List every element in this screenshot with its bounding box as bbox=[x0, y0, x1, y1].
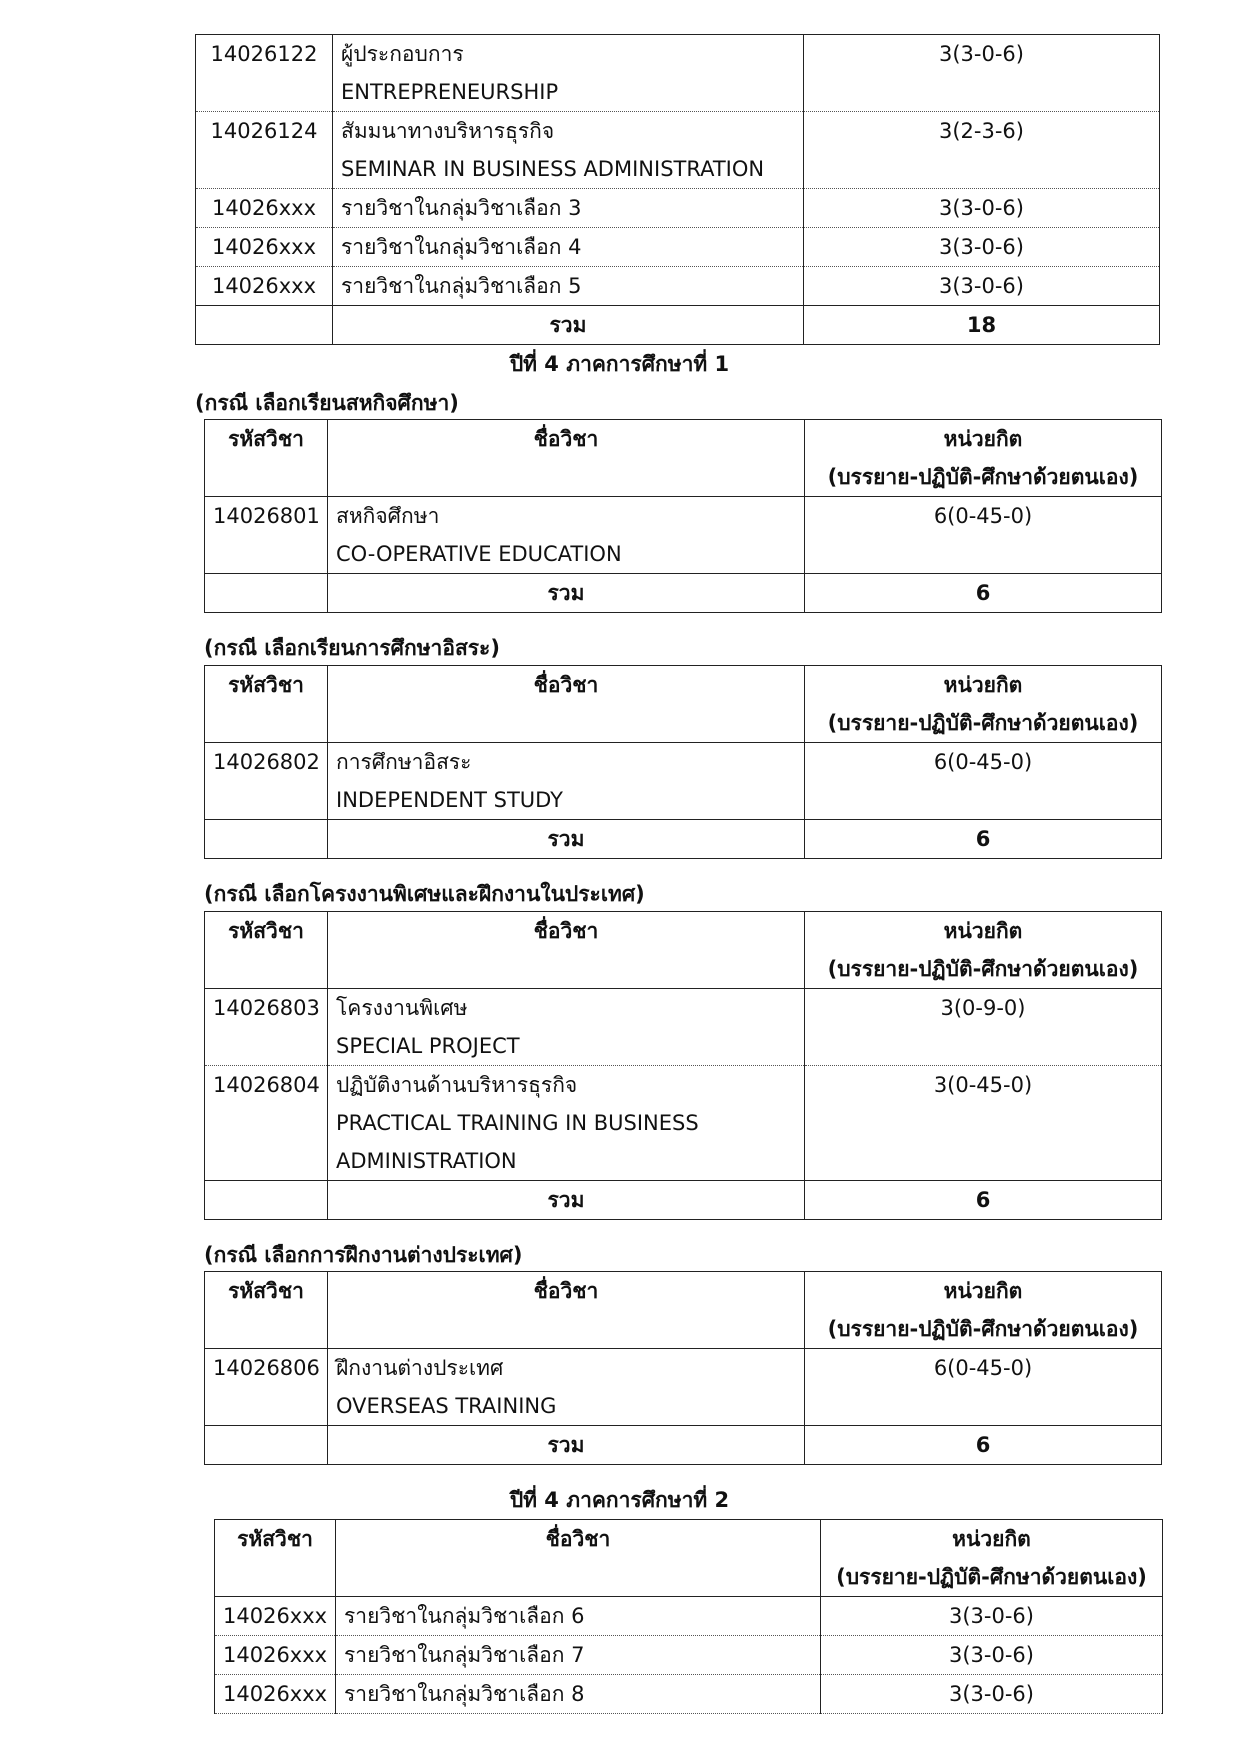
course-name bbox=[333, 35, 804, 112]
course-name-th: รายวิชาในกลุ่มวิชาเลือก 4 bbox=[333, 228, 804, 267]
total-label: รวม bbox=[328, 1426, 805, 1465]
header-code: รหัสวิชา bbox=[215, 1520, 336, 1597]
course-code: 14026806 bbox=[205, 1349, 328, 1426]
header-credit-line1: หน่วยกิต bbox=[943, 673, 1023, 697]
course-name-th: การศึกษาอิสระ bbox=[336, 750, 472, 774]
table-row bbox=[205, 1349, 1162, 1426]
header-name: ชื่อวิชา bbox=[328, 1272, 805, 1349]
course-credit: 3(3-0-6) bbox=[821, 1675, 1163, 1714]
course-name bbox=[328, 1066, 805, 1181]
header-code: รหัสวิชา bbox=[205, 912, 328, 989]
total-credit: 6 bbox=[805, 1181, 1162, 1220]
course-code: 14026xxx bbox=[215, 1636, 336, 1675]
course-name bbox=[328, 743, 805, 820]
header-name: ชื่อวิชา bbox=[328, 912, 805, 989]
course-table-year3-sem2 bbox=[195, 34, 1160, 345]
course-name-en: SPECIAL PROJECT bbox=[336, 1034, 520, 1058]
course-table-project bbox=[204, 911, 1162, 1220]
course-table-coop bbox=[204, 419, 1162, 613]
table-row bbox=[205, 989, 1162, 1066]
case-overseas-label: (กรณี เลือกการฝึกงานต่างประเทศ) bbox=[204, 1243, 523, 1267]
course-credit: 6(0-45-0) bbox=[805, 743, 1162, 820]
course-credit: 3(3-0-6) bbox=[804, 267, 1160, 306]
header-credit-line2: (บรรยาย-ปฏิบัติ-ศึกษาด้วยตนเอง) bbox=[836, 1565, 1147, 1589]
header-credit bbox=[805, 420, 1162, 497]
total-row bbox=[205, 1181, 1162, 1220]
course-table-independent bbox=[204, 665, 1162, 859]
header-row bbox=[205, 666, 1162, 743]
total-row bbox=[205, 1426, 1162, 1465]
course-code: 14026124 bbox=[196, 112, 333, 189]
total-label: รวม bbox=[328, 1181, 805, 1220]
course-credit: 6(0-45-0) bbox=[805, 1349, 1162, 1426]
total-credit: 6 bbox=[805, 574, 1162, 613]
course-code: 14026122 bbox=[196, 35, 333, 112]
course-credit: 3(2-3-6) bbox=[804, 112, 1160, 189]
total-label: รวม bbox=[333, 306, 804, 345]
course-code: 14026802 bbox=[205, 743, 328, 820]
header-credit bbox=[805, 1272, 1162, 1349]
course-name-th: สัมมนาทางบริหารธุรกิจ bbox=[341, 119, 555, 143]
course-code: 14026xxx bbox=[196, 267, 333, 306]
course-name-en: PRACTICAL TRAINING IN BUSINESS bbox=[336, 1111, 699, 1135]
header-credit bbox=[821, 1520, 1163, 1597]
header-name: ชื่อวิชา bbox=[328, 420, 805, 497]
header-credit-line1: หน่วยกิต bbox=[943, 919, 1023, 943]
course-name-en: OVERSEAS TRAINING bbox=[336, 1394, 557, 1418]
header-row bbox=[205, 420, 1162, 497]
table-row bbox=[215, 1636, 1163, 1675]
course-code: 14026xxx bbox=[215, 1597, 336, 1636]
course-code: 14026803 bbox=[205, 989, 328, 1066]
course-code: 14026xxx bbox=[215, 1675, 336, 1714]
course-credit: 3(3-0-6) bbox=[804, 228, 1160, 267]
course-credit: 3(3-0-6) bbox=[804, 35, 1160, 112]
header-code: รหัสวิชา bbox=[205, 420, 328, 497]
course-name bbox=[328, 989, 805, 1066]
total-row bbox=[205, 820, 1162, 859]
header-credit bbox=[805, 666, 1162, 743]
case-project-label: (กรณี เลือกโครงงานพิเศษและฝึกงานในประเทศ) bbox=[204, 882, 645, 906]
course-name bbox=[328, 1349, 805, 1426]
course-name-th: ฝึกงานต่างประเทศ bbox=[336, 1356, 504, 1380]
course-name bbox=[328, 497, 805, 574]
course-name-th: รายวิชาในกลุ่มวิชาเลือก 3 bbox=[333, 189, 804, 228]
year4-sem2-title: ปีที่ 4 ภาคการศึกษาที่ 2 bbox=[509, 1488, 730, 1512]
course-credit: 3(0-45-0) bbox=[805, 1066, 1162, 1181]
course-name-en-cont: ADMINISTRATION bbox=[336, 1149, 517, 1173]
table-row bbox=[196, 228, 1160, 267]
course-code: 14026801 bbox=[205, 497, 328, 574]
header-credit-line1: หน่วยกิต bbox=[943, 1279, 1023, 1303]
course-name-th: สหกิจศึกษา bbox=[336, 504, 440, 528]
header-code: รหัสวิชา bbox=[205, 1272, 328, 1349]
total-label: รวม bbox=[328, 574, 805, 613]
course-table-year4-sem2 bbox=[214, 1519, 1163, 1714]
table-row bbox=[205, 743, 1162, 820]
course-name-en: CO-OPERATIVE EDUCATION bbox=[336, 542, 622, 566]
total-credit: 18 bbox=[804, 306, 1160, 345]
header-code: รหัสวิชา bbox=[205, 666, 328, 743]
total-row bbox=[196, 306, 1160, 345]
header-credit-line2: (บรรยาย-ปฏิบัติ-ศึกษาด้วยตนเอง) bbox=[827, 1317, 1139, 1341]
table-row bbox=[205, 497, 1162, 574]
header-row bbox=[205, 912, 1162, 989]
course-name-th: รายวิชาในกลุ่มวิชาเลือก 8 bbox=[336, 1675, 821, 1714]
header-credit-line2: (บรรยาย-ปฏิบัติ-ศึกษาด้วยตนเอง) bbox=[827, 957, 1139, 981]
table-row bbox=[196, 189, 1160, 228]
year4-sem1-title: ปีที่ 4 ภาคการศึกษาที่ 1 bbox=[509, 352, 730, 376]
header-credit-line2: (บรรยาย-ปฏิบัติ-ศึกษาด้วยตนเอง) bbox=[827, 465, 1139, 489]
header-row bbox=[205, 1272, 1162, 1349]
table-row bbox=[196, 35, 1160, 112]
course-name-en: INDEPENDENT STUDY bbox=[336, 788, 564, 812]
header-name: ชื่อวิชา bbox=[336, 1520, 821, 1597]
table-row bbox=[215, 1675, 1163, 1714]
total-credit: 6 bbox=[805, 1426, 1162, 1465]
header-credit bbox=[805, 912, 1162, 989]
table-row bbox=[205, 1066, 1162, 1181]
course-name bbox=[333, 112, 804, 189]
course-name-th: ผู้ประกอบการ bbox=[341, 42, 464, 66]
table-row bbox=[196, 267, 1160, 306]
header-credit-line2: (บรรยาย-ปฏิบัติ-ศึกษาด้วยตนเอง) bbox=[827, 711, 1139, 735]
total-credit: 6 bbox=[805, 820, 1162, 859]
course-name-th: ปฏิบัติงานด้านบริหารธุรกิจ bbox=[336, 1073, 578, 1097]
header-credit-line1: หน่วยกิต bbox=[943, 427, 1023, 451]
case-coop-label: (กรณี เลือกเรียนสหกิจศึกษา) bbox=[195, 391, 459, 415]
course-credit: 6(0-45-0) bbox=[805, 497, 1162, 574]
course-name-en: SEMINAR IN BUSINESS ADMINISTRATION bbox=[341, 157, 765, 181]
course-name-th: รายวิชาในกลุ่มวิชาเลือก 7 bbox=[336, 1636, 821, 1675]
course-name-th: รายวิชาในกลุ่มวิชาเลือก 5 bbox=[333, 267, 804, 306]
course-credit: 3(3-0-6) bbox=[821, 1597, 1163, 1636]
total-label: รวม bbox=[328, 820, 805, 859]
course-table-overseas bbox=[204, 1271, 1162, 1465]
header-row bbox=[215, 1520, 1163, 1597]
course-name-th: โครงงานพิเศษ bbox=[336, 996, 468, 1020]
table-row bbox=[215, 1597, 1163, 1636]
header-name: ชื่อวิชา bbox=[328, 666, 805, 743]
case-independent-label: (กรณี เลือกเรียนการศึกษาอิสระ) bbox=[204, 636, 500, 660]
course-name-en: ENTREPRENEURSHIP bbox=[341, 80, 559, 104]
course-name-th: รายวิชาในกลุ่มวิชาเลือก 6 bbox=[336, 1597, 821, 1636]
course-credit: 3(3-0-6) bbox=[804, 189, 1160, 228]
course-code: 14026xxx bbox=[196, 228, 333, 267]
course-credit: 3(3-0-6) bbox=[821, 1636, 1163, 1675]
table-row bbox=[196, 112, 1160, 189]
course-credit: 3(0-9-0) bbox=[805, 989, 1162, 1066]
header-credit-line1: หน่วยกิต bbox=[952, 1527, 1031, 1551]
course-code: 14026804 bbox=[205, 1066, 328, 1181]
total-row bbox=[205, 574, 1162, 613]
course-code: 14026xxx bbox=[196, 189, 333, 228]
